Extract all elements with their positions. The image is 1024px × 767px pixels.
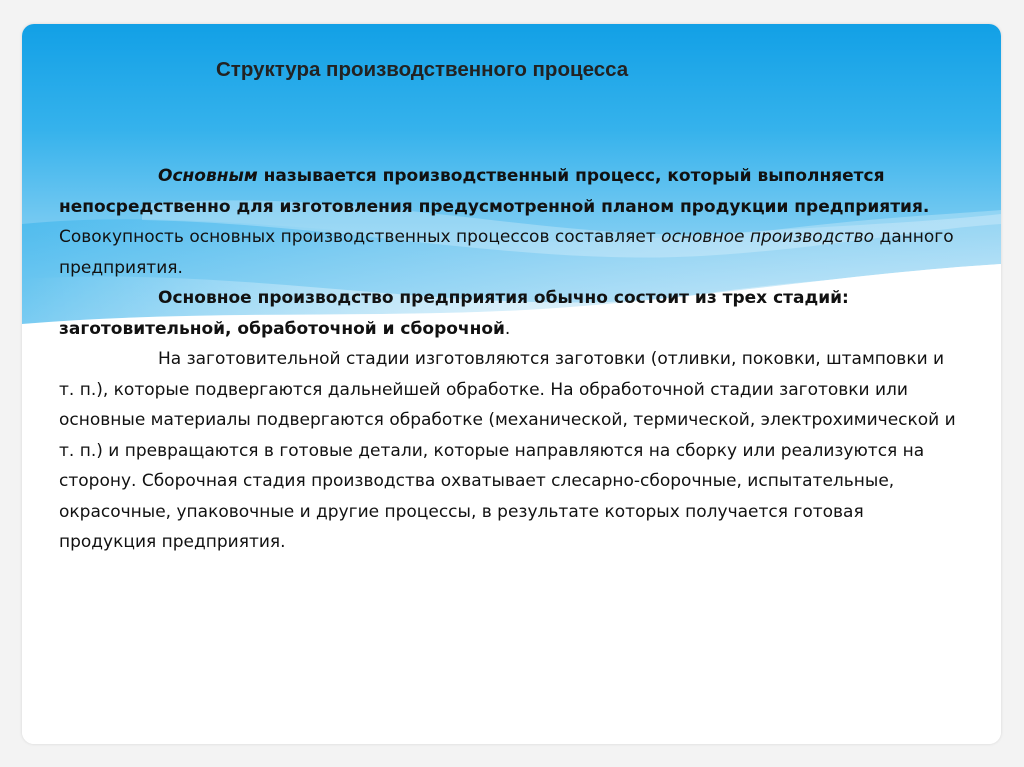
text-segment: . [504, 318, 511, 339]
text-segment: называется производственный процесс, который выполняется непосредственно для изготовления предусмотренной планом продукции предприятия. [59, 166, 930, 217]
paragraph-2 [59, 283, 959, 344]
text-segment: основное производство [661, 227, 875, 247]
slide [22, 24, 1001, 744]
text-segment: Совокупность основных производственных процессов составляет [59, 227, 662, 247]
paragraph-1 [59, 161, 959, 283]
slide-body [59, 161, 959, 558]
text-segment: Основное производство предприятия обычно состоит из трех стадий: заготовительной, обработочной и сборочной [59, 288, 849, 339]
text-segment: На заготовительной стадии изготовляются заготовки (отливки, поковки, штамповки и т. п.), которые подвергаются дальнейшей обработке. На обработочной стадии заготовки или основные материалы подвергаются обработке (механической, термической, электрохимической и т. п.) и превращаются в готовые детали, которые направляются на сборку или реализуются на сторону. Сборочная стадия производства охватывает слесарно-сборочные, испытательные, окрасочные, упаковочные и другие процессы, в результате которых получается готовая продукция предприятия. [59, 349, 956, 552]
paragraph-3 [59, 344, 959, 558]
slide-title: Структура производственного процесса [216, 58, 629, 81]
text-segment: Основным [158, 166, 258, 186]
text-segment: данного предприятия. [59, 227, 954, 278]
